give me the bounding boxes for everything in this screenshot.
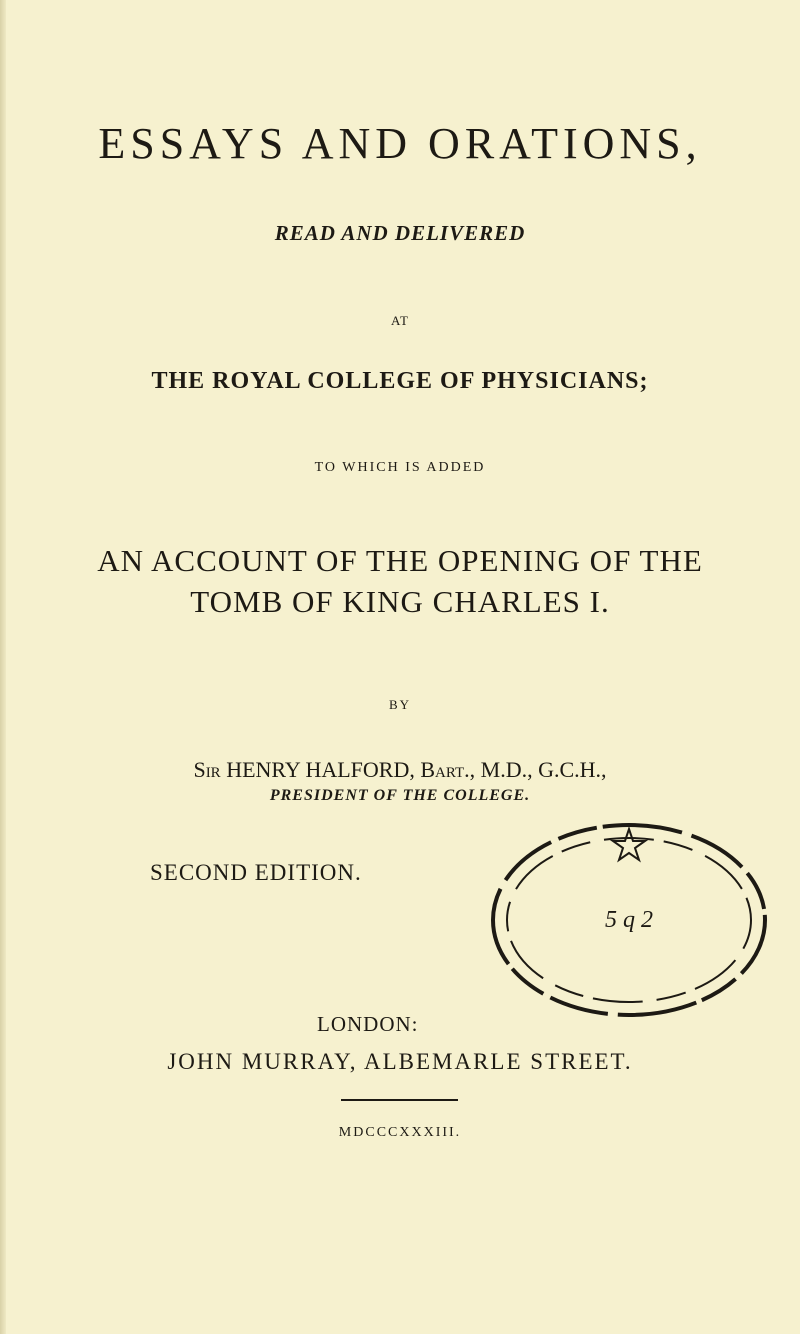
at-line: AT xyxy=(391,313,409,328)
star-icon xyxy=(613,829,645,860)
college-line: THE ROYAL COLLEGE OF PHYSICIANS; xyxy=(151,368,649,394)
publisher-line: JOHN MURRAY, ALBEMARLE STREET. xyxy=(167,1049,633,1074)
account-line-2: TOMB OF KING CHARLES I. xyxy=(190,584,610,619)
author-degrees: M.D., G.C.H., xyxy=(480,757,607,782)
date-line: MDCCCXXXIII. xyxy=(338,1125,462,1140)
author-title: Bart., xyxy=(420,757,476,782)
edition-line: SECOND EDITION. xyxy=(150,860,362,885)
divider-rule xyxy=(341,1099,458,1101)
stamp-shelfmark: 5 q 2 xyxy=(605,907,653,933)
book-title: ESSAYS AND ORATIONS, xyxy=(98,119,702,168)
read-delivered-line: READ AND DELIVERED xyxy=(274,221,526,245)
author-line xyxy=(0,757,800,783)
by-line: BY xyxy=(388,697,412,712)
author-prefix: Sir xyxy=(193,757,221,782)
added-line: TO WHICH IS ADDED xyxy=(314,460,486,475)
account-line-1: AN ACCOUNT OF THE OPENING OF THE xyxy=(97,543,703,578)
author-name: HENRY HALFORD, xyxy=(226,757,415,782)
author-position: PRESIDENT OF THE COLLEGE. xyxy=(269,787,531,804)
place-line: LONDON: xyxy=(317,1012,419,1036)
library-stamp xyxy=(481,815,771,1025)
